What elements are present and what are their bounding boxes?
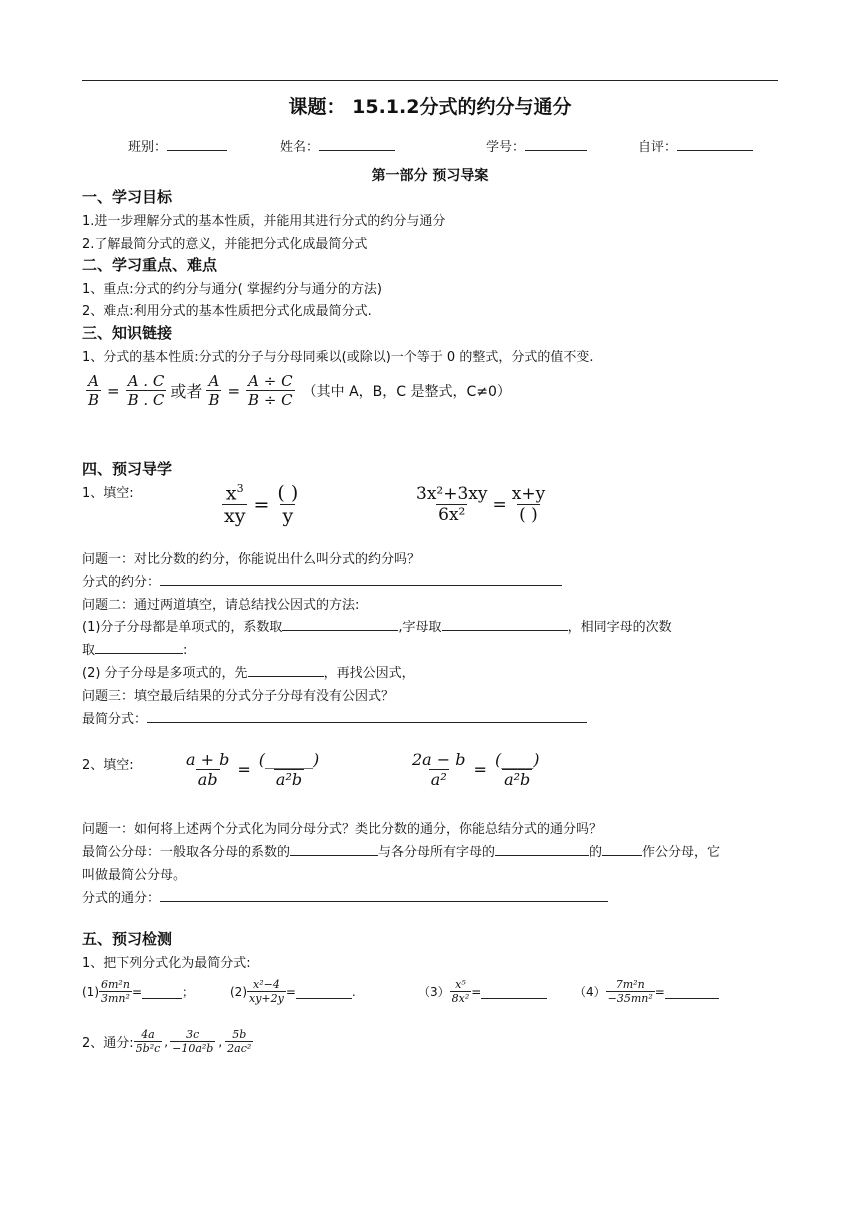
self-eval-field: [638, 136, 753, 155]
problem-2: (2) $\frac{\text{x²−4}}{xy+2y}$ = .: [230, 978, 356, 1005]
property-formula: $\frac{A}{B}$ = $\frac{A . C}{B . C}$ 或者 $\frac{A}{B}$ = $\frac{A \div C}{B \div C}$ （其中 A，B，C 是整式，C≠0）: [88, 372, 511, 409]
task-2: 2、通分: $\frac{4a}{\text{5b²c}}$ , $\frac{3c}{\text{−10a²b}}$ , $\frac{5b}{\text{2ac²}}$: [82, 1028, 252, 1055]
p3-fraction: $\frac{\text{x⁵}}{\text{8x²}}$: [451, 978, 470, 1005]
reduction-blank[interactable]: [160, 572, 562, 586]
class-blank[interactable]: [167, 137, 227, 151]
or-word: 或者: [170, 382, 203, 401]
eq3-right[interactable]: $\frac{(\_\_\_\_\_\_)}{\text{a²b}}$: [258, 750, 320, 789]
eq1-left: $\frac{x^3}{xy}$: [224, 482, 246, 528]
class-label: 班别：: [128, 140, 168, 155]
question-2: 问题二：通过两道填空，请总结找公因式的方法:: [82, 598, 360, 613]
fraction-ac-bc: $\frac{A . C}{B . C}$: [127, 372, 165, 409]
lcd-coef-blank[interactable]: [290, 842, 378, 856]
focus-item: 2、难点:利用分式的基本性质把分式化成最简分式.: [82, 304, 372, 319]
id-blank[interactable]: [525, 137, 587, 151]
common-denominator-def: 分式的通分：: [82, 887, 608, 906]
fraction-a-b: $\frac{A}{B}$: [88, 372, 100, 409]
fill-label-2: 2、填空:: [82, 758, 134, 773]
lcd-power-blank[interactable]: [602, 842, 642, 856]
header-rule: [82, 80, 778, 81]
equation-1: $\frac{x^3}{xy}$ = $\frac{( )}{y}$: [224, 482, 299, 528]
part-heading: 第一部分 预习导案: [371, 168, 489, 184]
p2-fraction: $\frac{\text{x²−4}}{xy+2y}$: [249, 978, 284, 1005]
eq3-left: $\frac{a + b}{ab}$: [186, 750, 230, 789]
common-denominator-blank[interactable]: [160, 888, 608, 902]
p1-fraction: $\frac{\text{6m²n}}{\text{3mn²}}$: [101, 978, 130, 1005]
t2-fraction-2: $\frac{3c}{\text{−10a²b}}$: [172, 1028, 214, 1055]
section-heading-goals: 一、学习目标: [82, 188, 173, 206]
name-field: [280, 136, 395, 155]
focus-item: 1、重点:分式的约分与通分( 掌握约分与通分的方法): [82, 282, 382, 297]
p4-fraction: $\frac{\text{7m²n}}{\text{−35mn²}}$: [607, 978, 653, 1005]
question-1: 问题一：对比分数的约分，你能说出什么叫分式的约分吗？: [82, 552, 421, 567]
eq2-left: $\frac{\text{3x²+3xy}}{\text{6x²}}$: [416, 484, 488, 525]
question-4: 问题一：如何将上述两个分式化为同分母分式？类比分数的通分，你能总结分式的通分吗？: [82, 822, 603, 837]
reduction-def: 分式的约分：: [82, 571, 562, 590]
section-heading-preview: 四、预习导学: [82, 460, 173, 478]
t2-fraction-3: $\frac{5b}{\text{2ac²}}$: [227, 1028, 252, 1055]
problem-1: (1) $\frac{\text{6m²n}}{\text{3mn²}}$ = ；: [82, 978, 195, 1005]
power-blank[interactable]: [95, 640, 183, 654]
fill-label-1: 1、填空:: [82, 486, 134, 501]
formula-note: （其中 A，B，C 是整式，C≠0）: [302, 383, 511, 400]
eq1-right[interactable]: $\frac{( )}{y}$: [277, 482, 299, 528]
question-2b: (2) 分子分母是多项式的，先 ，再找公因式，: [82, 662, 415, 681]
section-heading-links: 三、知识链接: [82, 324, 173, 342]
fraction-a-b-2: $\frac{A}{B}$: [208, 372, 220, 409]
section-heading-focus: 二、学习重点、难点: [82, 256, 218, 274]
self-eval-label: 自评：: [638, 140, 678, 155]
class-field: [128, 136, 227, 155]
t2-fraction-1: $\frac{4a}{\text{5b²c}}$: [135, 1028, 161, 1055]
p2-blank[interactable]: [296, 985, 352, 999]
equation-4: $\frac{2a - b}{\text{a²}}$ = $\frac{(\_\_\_\_)}{\text{a²b}}$: [412, 750, 540, 789]
factor-first-blank[interactable]: [248, 663, 324, 677]
page-title: 课题： 15.1.2分式的约分与通分: [288, 96, 572, 118]
section-heading-check: 五、预习检测: [82, 930, 173, 948]
lcd-def: 最简公分母：一般取各分母的系数的 与各分母所有字母的 的 作公分母，它: [82, 841, 720, 860]
simplest-def: 最简分式：: [82, 708, 587, 727]
name-label: 姓名：: [280, 140, 320, 155]
self-eval-blank[interactable]: [677, 137, 753, 151]
id-field: [486, 136, 587, 155]
lcd-letter-blank[interactable]: [495, 842, 589, 856]
eq2-right[interactable]: $\frac{x+y}{( )}$: [511, 484, 546, 525]
problem-4: （4） $\frac{\text{7m²n}}{\text{−35mn²}}$ =: [574, 978, 719, 1005]
goal-item: 2.了解最简分式的意义，并能把分式化成最简分式: [82, 237, 368, 252]
property-text: 1、分式的基本性质:分式的分子与分母同乘以(或除以)一个等于 0 的整式，分式的值不变.: [82, 350, 594, 365]
p1-blank[interactable]: [142, 985, 182, 999]
coef-blank[interactable]: [282, 617, 398, 631]
task-1: 1、把下列分式化为最简分式:: [82, 956, 251, 971]
p3-blank[interactable]: [481, 985, 547, 999]
question-3: 问题三：填空最后结果的分式分子分母有没有公因式？: [82, 689, 395, 704]
letter-blank[interactable]: [442, 617, 568, 631]
problem-3: （3） $\frac{\text{x⁵}}{\text{8x²}}$ =: [418, 978, 547, 1005]
p4-blank[interactable]: [665, 985, 719, 999]
question-2a: (1)分子分母都是单项式的，系数取 ,字母取 ，相同字母的次数: [82, 616, 672, 635]
lcd-def-cont: 叫做最简公分母。: [82, 868, 187, 883]
equation-2: $\frac{\text{3x²+3xy}}{\text{6x²}}$ = $\frac{x+y}{( )}$: [416, 484, 546, 525]
eq4-left: $\frac{2a - b}{\text{a²}}$: [412, 750, 466, 789]
goal-item: 1.进一步理解分式的基本性质，并能用其进行分式的约分与通分: [82, 214, 446, 229]
id-label: 学号：: [486, 140, 526, 155]
fraction-adc-bdc: $\frac{A \div C}{B \div C}$: [248, 372, 293, 409]
eq4-right[interactable]: $\frac{(\_\_\_\_)}{\text{a²b}}$: [494, 750, 540, 789]
question-2a-cont: 取 :: [82, 639, 187, 658]
equation-3: $\frac{a + b}{ab}$ = $\frac{(\_\_\_\_\_\_)}{\text{a²b}}$: [186, 750, 320, 789]
simplest-blank[interactable]: [147, 709, 587, 723]
name-blank[interactable]: [319, 137, 395, 151]
